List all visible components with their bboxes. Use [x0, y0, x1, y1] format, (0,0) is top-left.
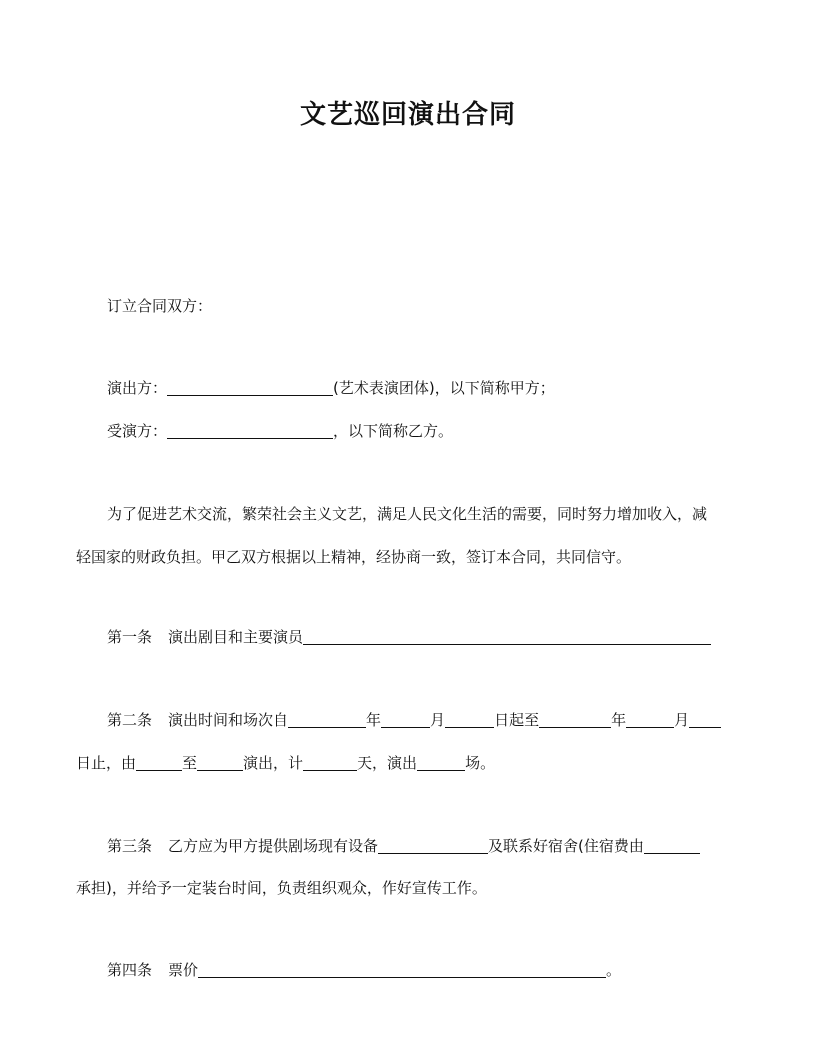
days-label: 天，演出	[357, 754, 418, 772]
article-4-text: 票价	[168, 961, 199, 979]
year-label: 年	[611, 711, 627, 729]
receiver-blank[interactable]	[167, 422, 333, 439]
lodging-payer-blank[interactable]	[644, 837, 700, 854]
article-1	[107, 627, 711, 647]
article-4-end: 。	[606, 961, 622, 979]
article-1-blank[interactable]	[303, 628, 711, 645]
from-place-blank[interactable]	[136, 754, 182, 771]
performer-blank[interactable]	[167, 379, 333, 396]
performer-suffix: (艺术表演团体)，以下简称甲方；	[333, 379, 555, 397]
shows-count-blank[interactable]	[417, 754, 465, 771]
start-month-blank[interactable]	[381, 711, 430, 728]
perform-label: 演出，计	[243, 754, 304, 772]
article-2-number: 第二条	[107, 711, 153, 729]
article-4-number: 第四条	[107, 961, 153, 979]
article-1-text: 演出剧目和主要演员	[168, 628, 304, 646]
end-year-blank[interactable]	[539, 711, 611, 728]
receiver-line	[107, 421, 453, 441]
to-place-blank[interactable]	[197, 754, 243, 771]
performer-label: 演出方：	[107, 379, 168, 397]
receiver-suffix: ，以下简称乙方。	[333, 422, 454, 440]
preamble-line-2: 轻国家的财政负担。甲乙双方根据以上精神，经协商一致，签订本合同，共同信守。	[76, 548, 632, 566]
shows-label: 场。	[465, 754, 496, 772]
end-day-blank[interactable]	[689, 711, 721, 728]
article-1-number: 第一条	[107, 628, 153, 646]
article-3-text: 及联系好宿舍(住宿费由	[488, 837, 644, 855]
article-3-text: 乙方应为甲方提供剧场现有设备	[168, 837, 379, 855]
performer-line	[107, 378, 555, 398]
month-label: 月	[674, 711, 690, 729]
article-3-line-1	[107, 836, 700, 856]
start-day-blank[interactable]	[445, 711, 494, 728]
receiver-label: 受演方：	[107, 422, 168, 440]
article-2-text: 演出时间和场次自	[168, 711, 289, 729]
article-2-line-1	[107, 710, 721, 730]
article-3-number: 第三条	[107, 837, 153, 855]
article-4	[107, 960, 621, 980]
days-count-blank[interactable]	[303, 754, 357, 771]
day-from-label: 日起至	[494, 711, 540, 729]
day-until-label: 日止，由	[76, 754, 137, 772]
start-year-blank[interactable]	[288, 711, 366, 728]
year-label: 年	[366, 711, 382, 729]
page-title: 文艺巡回演出合同	[299, 100, 516, 130]
to-label: 至	[182, 754, 198, 772]
end-month-blank[interactable]	[626, 711, 674, 728]
parties-heading: 订立合同双方：	[107, 297, 213, 315]
equipment-blank[interactable]	[378, 837, 488, 854]
preamble-line-1: 为了促进艺术交流，繁荣社会主义文艺，满足人民文化生活的需要，同时努力增加收入，减	[107, 505, 708, 523]
ticket-price-blank[interactable]	[198, 961, 606, 978]
article-2-line-2	[76, 753, 495, 773]
article-3-line-2: 承担)，并给予一定装台时间，负责组织观众，作好宣传工作。	[76, 879, 487, 897]
month-label: 月	[430, 711, 446, 729]
